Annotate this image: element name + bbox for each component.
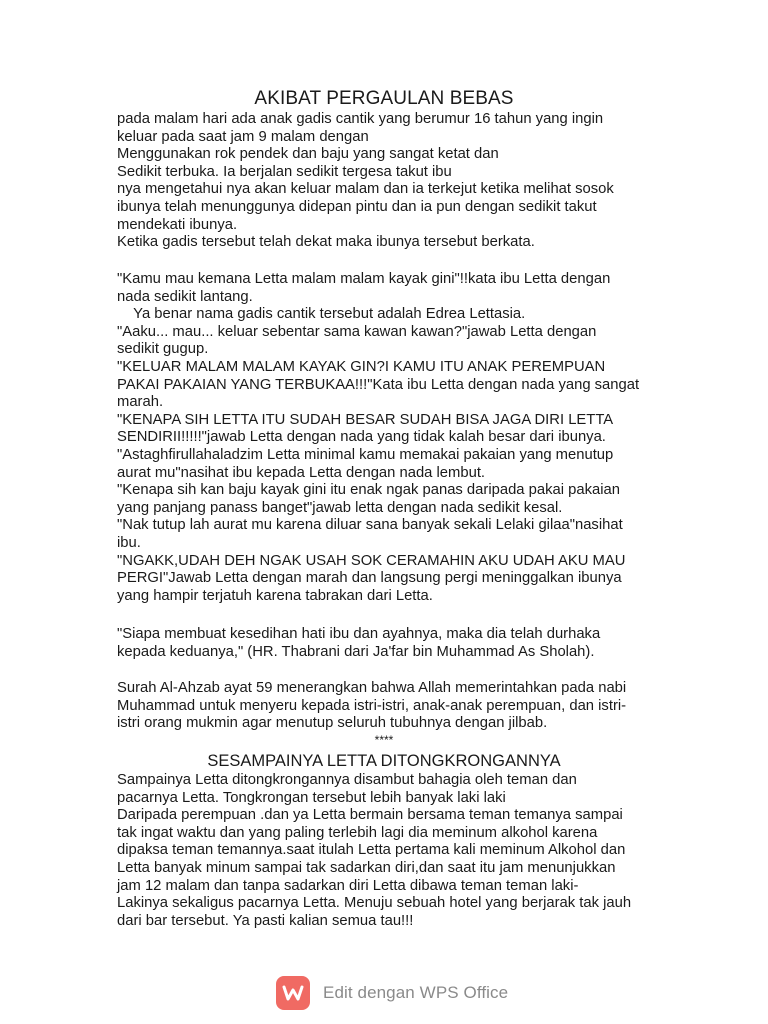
text-line: nada sedikit lantang. [117, 288, 253, 305]
paragraph-surah [117, 680, 677, 733]
text-line: Daripada perempuan .dan ya Letta bermain bersama teman temanya sampai [117, 807, 623, 824]
text-line: kepada keduanya," (HR. Thabrani dari Ja'far bin Muhammad As Sholah). [117, 643, 595, 660]
text-line: "Nak tutup lah aurat mu karena diluar sana banyak sekali Lelaki gilaa"nasihat [117, 517, 623, 534]
text-line: "Astaghfirullahaladzim Letta minimal kamu memakai pakaian yang menutup [117, 446, 614, 463]
text-line: jam 12 malam dan tanpa sadarkan diri Letta dibawa teman teman laki- [117, 877, 579, 894]
paragraph-dialogue [117, 271, 677, 605]
text-line: nya mengetahui nya akan keluar malam dan ia terkejut ketika melihat sosok [117, 181, 614, 198]
text-line: "KENAPA SIH LETTA ITU SUDAH BESAR SUDAH BISA JAGA DIRI LETTA [117, 411, 614, 428]
text-line: Sedikit terbuka. Ia berjalan sedikit tergesa takut ibu [117, 163, 452, 180]
text-line: ibunya telah menunggunya didepan pintu dan ia pun dengan sedikit takut [117, 198, 597, 215]
text-line: SENDIRII!!!!!"jawab Letta dengan nada yang tidak kalah besar dari ibunya. [117, 429, 606, 446]
wps-office-logo-icon[interactable] [276, 976, 310, 1010]
text-line: "NGAKK,UDAH DEH NGAK USAH SOK CERAMAHIN AKU UDAH AKU MAU [117, 552, 626, 569]
text-line: pacarnya Letta. Tongkrongan tersebut lebih banyak laki laki [117, 789, 506, 806]
paragraph-hangout [117, 772, 677, 930]
text-line: Lakinya sekaligus pacarnya Letta. Menuju sebuah hotel yang berjarak tak jauh [117, 895, 632, 912]
text-line: "Siapa membuat kesedihan hati ibu dan ayahnya, maka dia telah durhaka [117, 626, 601, 642]
text-line: Sampainya Letta ditongkrongannya disambut bahagia oleh teman dan [117, 772, 577, 788]
text-line: tak ingat waktu dan yang paling terlebih lagi dia meminum alkohol karena [117, 824, 598, 841]
text-line: pada malam hari ada anak gadis cantik yang berumur 16 tahun yang ingin [117, 111, 604, 127]
section-separator: **** [374, 733, 394, 747]
paragraph-hadith [117, 626, 677, 661]
wps-edit-banner[interactable] [276, 975, 508, 1011]
edit-with-wps-link[interactable]: Edit dengan WPS Office [323, 983, 509, 1002]
text-line: Muhammad untuk menyeru kepada istri-istri, anak-anak perempuan, dan istri- [117, 697, 627, 714]
text-line: dipaksa teman temannya.saat itulah Letta pertama kali meminum Alkohol dan [117, 842, 626, 859]
text-line: aurat mu"nasihat ibu kepada Letta dengan nada lembut. [117, 464, 486, 481]
text-line: "Aaku... mau... keluar sebentar sama kawan kawan?"jawab Letta dengan [117, 323, 597, 340]
text-line: dari bar tersebut. Ya pasti kalian semua tau!!! [117, 912, 414, 929]
section-title: SESAMPAINYA LETTA DITONGKRONGANNYA [207, 752, 561, 770]
text-line: "KELUAR MALAM MALAM KAYAK GIN?I KAMU ITU ANAK PEREMPUAN [117, 358, 606, 375]
text-line: yang panjang panass banget"jawab letta dengan nada sedikit kesal. [117, 499, 563, 516]
text-line: PAKAI PAKAIAN YANG TERBUKAA!!!"Kata ibu Letta dengan nada yang sangat [117, 376, 640, 393]
text-line: yang hampir terjatuh karena tabrakan dari Letta. [117, 587, 433, 604]
text-line: Menggunakan rok pendek dan baju yang sangat ketat dan [117, 146, 499, 163]
text-line: istri orang mukmin agar menutup seluruh tubuhnya dengan jilbab. [117, 715, 548, 732]
text-line: Letta banyak minum sampai tak sadarkan diri,dan saat itu jam menunjukkan [117, 859, 616, 876]
text-line: "Kamu mau kemana Letta malam malam kayak gini"!!kata ibu Letta dengan [117, 271, 611, 287]
text-line: "Kenapa sih kan baju kayak gini itu enak ngak panas daripada pakai pakaian [117, 482, 620, 499]
text-line: marah. [117, 394, 164, 411]
text-line: PERGI"Jawab Letta dengan marah dan langsung pergi meninggalkan ibunya [117, 570, 622, 587]
text-line: ibu. [117, 534, 141, 551]
text-line: Surah Al-Ahzab ayat 59 menerangkan bahwa Allah memerintahkan pada nabi [117, 680, 627, 696]
document-title: AKIBAT PERGAULAN BEBAS [254, 88, 514, 109]
text-line: sedikit gugup. [117, 341, 209, 358]
text-line: keluar pada saat jam 9 malam dengan [117, 128, 369, 145]
text-line: Ketika gadis tersebut telah dekat maka ibunya tersebut berkata. [117, 234, 535, 251]
paragraph-intro [117, 111, 677, 252]
text-line: mendekati ibunya. [117, 216, 238, 233]
text-line: Ya benar nama gadis cantik tersebut adalah Edrea Lettasia. [117, 306, 526, 323]
